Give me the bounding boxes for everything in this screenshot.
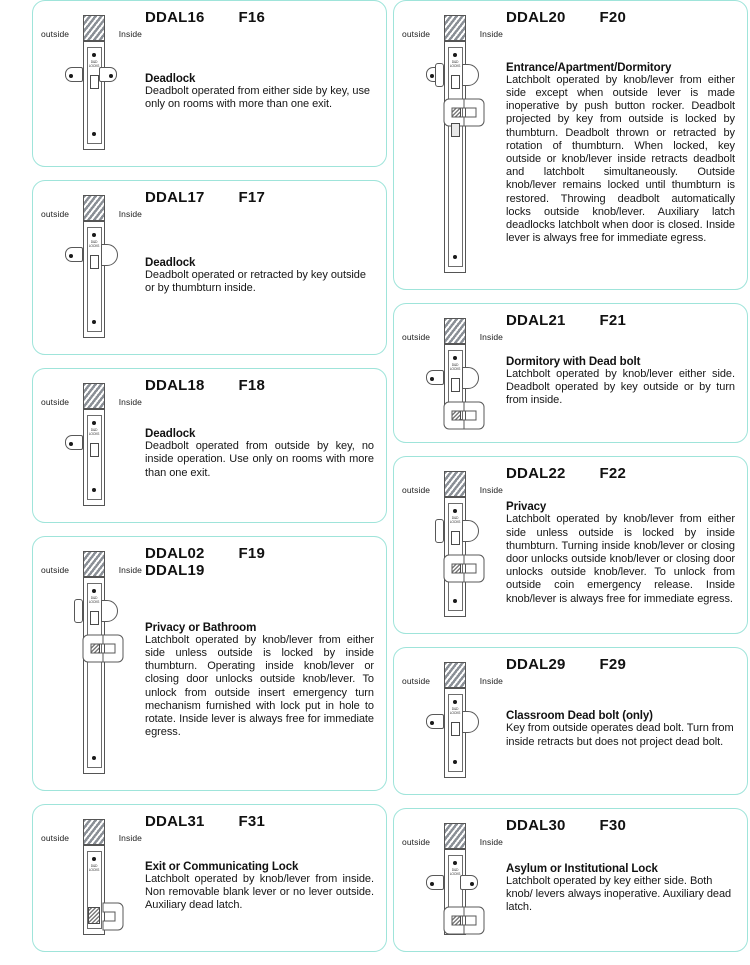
faceplate-screw-bottom	[453, 599, 457, 603]
faceplate-screw-bottom	[92, 756, 96, 760]
function-title: Privacy or Bathroom	[145, 621, 257, 634]
inside-thumbturn-icon	[101, 244, 118, 266]
lock-diagram	[400, 656, 504, 786]
inside-label: Inside	[479, 29, 503, 39]
card-text	[143, 9, 376, 158]
lock-diagram	[39, 545, 143, 782]
model-row	[145, 9, 374, 26]
function-code: F16	[238, 9, 265, 26]
text-spacer-bottom	[506, 245, 735, 281]
outside-label: outside	[402, 332, 431, 342]
function-description: Deadbolt operated from outside by key, no inside operation. Use only on rooms with more than one exit.	[145, 440, 374, 479]
brand-mark: D&D LOCKS	[88, 596, 100, 604]
outside-lever-icon	[406, 551, 436, 585]
model-row	[506, 465, 735, 482]
text-spacer-bottom	[506, 606, 735, 625]
function-title: Entrance/Apartment/Dormitory	[506, 61, 672, 74]
door-hatch-icon	[444, 823, 466, 849]
card-text	[143, 545, 376, 782]
text-spacer-bottom	[506, 914, 735, 943]
outside-key-cylinder-icon	[65, 67, 83, 82]
door-hatch-icon	[444, 662, 466, 688]
faceplate-screw-top	[92, 589, 96, 593]
inside-lever-icon	[462, 551, 492, 585]
faceplate-screw-top	[453, 356, 457, 360]
faceplate-screw-bottom	[453, 255, 457, 259]
lock-diagram	[39, 813, 143, 943]
faceplate-screw-top	[92, 233, 96, 237]
push-button-rocker	[451, 123, 460, 137]
function-description: Latchbolt operated by key either side. Both knob/ levers always inoperative. Auxiliary dead latch.	[506, 874, 732, 914]
lock-diagram-graphic	[39, 545, 143, 782]
deadbolt-window	[90, 443, 99, 457]
text-spacer-bottom	[506, 407, 735, 434]
card-text	[504, 465, 737, 625]
function-code: F22	[599, 465, 626, 482]
function-description: Deadbolt operated from either side by key, use only on rooms with more than one exit.	[145, 84, 370, 110]
lock-function-card	[393, 456, 748, 634]
text-spacer	[506, 482, 735, 501]
function-title: Dormitory with Dead bolt	[506, 355, 641, 368]
faceplate-screw-top	[92, 421, 96, 425]
function-code: F21	[599, 312, 626, 329]
inside-label: Inside	[118, 29, 142, 39]
text-spacer	[145, 579, 374, 622]
outside-label: outside	[402, 29, 431, 39]
lock-diagram-graphic	[400, 465, 504, 625]
lock-diagram-graphic	[400, 656, 504, 786]
brand-mark: D&D LOCKS	[88, 864, 100, 872]
outside-rose	[435, 519, 444, 543]
lock-function-card	[32, 368, 387, 523]
inside-lever-icon	[462, 398, 492, 432]
function-title: Deadlock	[145, 428, 196, 441]
model-number: DDAL22	[506, 465, 566, 482]
inside-label: Inside	[118, 833, 142, 843]
brand-mark: D&D LOCKS	[449, 60, 461, 68]
model-row	[506, 9, 735, 26]
lock-function-card	[393, 303, 748, 443]
latch-hub-icon	[88, 907, 100, 924]
deadbolt-window	[90, 75, 99, 89]
faceplate-screw-bottom	[92, 488, 96, 492]
right-column	[393, 0, 748, 965]
outside-label: outside	[41, 833, 70, 843]
model-row	[145, 545, 374, 562]
outside-label: outside	[41, 29, 70, 39]
text-spacer	[145, 830, 374, 861]
inside-label: Inside	[479, 485, 503, 495]
brand-mark: D&D LOCKS	[449, 516, 461, 524]
faceplate-screw-top	[453, 53, 457, 57]
door-hatch-icon	[444, 15, 466, 41]
faceplate-screw-bottom	[92, 320, 96, 324]
faceplate-screw-top	[92, 857, 96, 861]
left-column	[32, 0, 387, 965]
faceplate-screw-bottom	[92, 132, 96, 136]
inside-lever-icon	[101, 899, 131, 933]
model-number: DDAL31	[145, 813, 205, 830]
function-code: F29	[599, 656, 626, 673]
function-code: F30	[599, 817, 626, 834]
text-spacer	[145, 206, 374, 257]
outside-rose	[74, 599, 83, 623]
inside-label: Inside	[118, 209, 142, 219]
model-number: DDAL20	[506, 9, 566, 26]
lock-diagram-graphic	[400, 312, 504, 434]
lock-diagram-graphic	[400, 817, 504, 943]
deadbolt-window	[451, 75, 460, 89]
inside-label: Inside	[479, 676, 503, 686]
card-text	[504, 817, 737, 943]
inside-label: Inside	[479, 332, 503, 342]
outside-key-cylinder-icon	[426, 370, 444, 385]
lock-diagram	[400, 9, 504, 281]
outside-label: outside	[402, 676, 431, 686]
function-description: Key from outside operates dead bolt. Turn from inside retracts but does not project dead bolt.	[506, 722, 734, 748]
brand-mark: D&D LOCKS	[449, 868, 461, 876]
outside-key-cylinder-icon	[426, 875, 444, 890]
inside-lever-icon	[462, 903, 492, 937]
model-row	[145, 377, 374, 394]
lock-function-card	[393, 647, 748, 795]
model-number: DDAL29	[506, 656, 566, 673]
door-hatch-icon	[83, 819, 105, 845]
function-description: Latchbolt operated by knob/lever either side. Deadbolt operated by key outside or by turn from inside.	[506, 367, 735, 407]
inside-lever-icon	[462, 95, 492, 129]
outside-label: outside	[41, 397, 70, 407]
function-title: Privacy	[506, 501, 547, 514]
lock-diagram-graphic	[39, 377, 143, 514]
lock-function-card	[32, 536, 387, 791]
text-spacer	[506, 673, 735, 710]
outside-lever-icon	[406, 398, 436, 432]
text-spacer	[506, 834, 735, 863]
model-number: DDAL18	[145, 377, 205, 394]
lock-function-card	[32, 804, 387, 952]
deadbolt-window	[451, 531, 460, 545]
function-description: Latchbolt operated by knob/lever from either side except when outside lever is made inoperative by push button rocker. Deadbolt projected by key from outside is locked by thumbturn. Deadbolt thrown or retracted by rotation of thumbturn. When locked, key outside or knob/lever inside retracts deadbolt and latchbolt simultaneously. Outside knob/lever remains locked until thumbturn is restored. Throwing deadbolt automatically locks outside knob/lever. Auxiliary latch deadlocks latchbolt when door is closed. Inside lever is always free for immediate egress.	[506, 73, 735, 245]
lock-diagram-graphic	[39, 813, 143, 943]
card-text	[143, 189, 376, 346]
door-hatch-icon	[83, 383, 105, 409]
lock-diagram-graphic	[39, 9, 143, 158]
function-title: Classroom Dead bolt (only)	[506, 710, 653, 723]
text-spacer-bottom	[145, 739, 374, 782]
lock-diagram-graphic	[39, 189, 143, 346]
outside-lever-icon	[406, 903, 436, 937]
outside-key-cylinder-icon	[65, 247, 83, 262]
card-text	[143, 377, 376, 514]
inside-label: Inside	[479, 837, 503, 847]
function-title: Deadlock	[145, 256, 196, 269]
lock-diagram	[400, 312, 504, 434]
inside-label: Inside	[118, 565, 142, 575]
model-number: DDAL17	[145, 189, 205, 206]
outside-rose	[435, 63, 444, 87]
model-row	[145, 813, 374, 830]
lock-diagram	[400, 817, 504, 943]
brand-mark: D&D LOCKS	[449, 707, 461, 715]
inside-thumbturn-icon	[462, 367, 479, 389]
function-code: F20	[599, 9, 626, 26]
door-hatch-icon	[83, 551, 105, 577]
model-number-secondary: DDAL19	[145, 562, 205, 579]
deadbolt-window	[451, 378, 460, 392]
inside-label: Inside	[118, 397, 142, 407]
model-number: DDAL21	[506, 312, 566, 329]
lock-diagram-graphic	[400, 9, 504, 281]
function-title: Exit or Communicating Lock	[145, 860, 299, 873]
door-hatch-icon	[444, 471, 466, 497]
outside-lever-icon	[406, 95, 436, 129]
outside-label: outside	[402, 485, 431, 495]
card-text	[504, 9, 737, 281]
lock-function-card	[32, 180, 387, 355]
card-text	[504, 656, 737, 786]
function-code: F18	[238, 377, 265, 394]
lock-function-card	[32, 0, 387, 167]
brand-mark: D&D LOCKS	[449, 363, 461, 371]
lock-diagram	[39, 9, 143, 158]
lock-function-card	[393, 0, 748, 290]
door-hatch-icon	[444, 318, 466, 344]
text-spacer	[506, 26, 735, 62]
text-spacer-bottom	[145, 912, 374, 943]
faceplate-screw-top	[92, 53, 96, 57]
text-spacer	[145, 394, 374, 428]
outside-key-cylinder-icon	[426, 714, 444, 729]
outside-label: outside	[402, 837, 431, 847]
function-description: Deadbolt operated or retracted by key outside or by thumbturn inside.	[145, 268, 366, 294]
text-spacer-bottom	[145, 480, 374, 514]
function-code: F19	[238, 545, 265, 562]
model-number: DDAL02	[145, 545, 205, 562]
inside-thumbturn-icon	[462, 520, 479, 542]
brand-mark: D&D LOCKS	[88, 428, 100, 436]
door-hatch-icon	[83, 195, 105, 221]
deadbolt-window	[90, 255, 99, 269]
text-spacer	[145, 26, 374, 73]
model-row	[506, 817, 735, 834]
inside-thumbturn-icon	[462, 711, 479, 733]
outside-label: outside	[41, 209, 70, 219]
door-hatch-icon	[83, 15, 105, 41]
lock-diagram	[400, 465, 504, 625]
lock-diagram	[39, 377, 143, 514]
function-description: Latchbolt operated by knob/lever from inside. Non removable blank lever or no lever outside. Auxiliary dead latch.	[145, 872, 374, 912]
brand-mark: D&D LOCKS	[88, 60, 100, 68]
function-code: F17	[238, 189, 265, 206]
function-code: F31	[238, 813, 265, 830]
lock-diagram	[39, 189, 143, 346]
text-spacer-bottom	[145, 295, 374, 346]
function-description: Latchbolt operated by knob/lever from either side unless outside is locked by inside thumbturn. Turning inside knob/lever or closing door unlocks outside knob/lever or closing door unlocks outside knob/lever. To unlock from outside coin emergency release. Inside knob/lever is always free for immediate egress.	[506, 513, 735, 605]
model-row	[506, 312, 735, 329]
function-title: Deadlock	[145, 72, 196, 85]
card-text	[143, 813, 376, 943]
inside-lever-icon	[101, 631, 131, 665]
faceplate-screw-bottom	[453, 760, 457, 764]
brand-mark: D&D LOCKS	[88, 240, 100, 248]
inside-thumbturn-icon	[462, 64, 479, 86]
model-number: DDAL16	[145, 9, 205, 26]
lock-function-card	[393, 808, 748, 952]
outside-key-cylinder-icon	[65, 435, 83, 450]
model-row	[506, 656, 735, 673]
text-spacer-bottom	[145, 111, 374, 158]
card-text	[504, 312, 737, 434]
faceplate-screw-top	[453, 700, 457, 704]
model-row	[145, 189, 374, 206]
outside-lever-icon	[45, 631, 75, 665]
faceplate-screw-top	[453, 861, 457, 865]
outside-label: outside	[41, 565, 70, 575]
function-description: Latchbolt operated by knob/lever from either side unless outside is locked by inside thumbturn. Operating inside knob/lever or closing door unlocks outside knob/lever. To unlock from outside insert emergency turn mechanism furnished with lock put in hole to rotate. Inside lever is always free for immediate egress.	[145, 633, 374, 739]
function-title: Asylum or Institutional Lock	[506, 862, 658, 875]
faceplate-screw-top	[453, 509, 457, 513]
deadbolt-window	[451, 722, 460, 736]
text-spacer	[506, 329, 735, 356]
inside-key-cylinder-icon	[460, 875, 478, 890]
inside-thumbturn-icon	[101, 600, 118, 622]
text-spacer-bottom	[506, 749, 735, 786]
inside-key-cylinder-icon	[99, 67, 117, 82]
model-number: DDAL30	[506, 817, 566, 834]
deadbolt-window	[90, 611, 99, 625]
